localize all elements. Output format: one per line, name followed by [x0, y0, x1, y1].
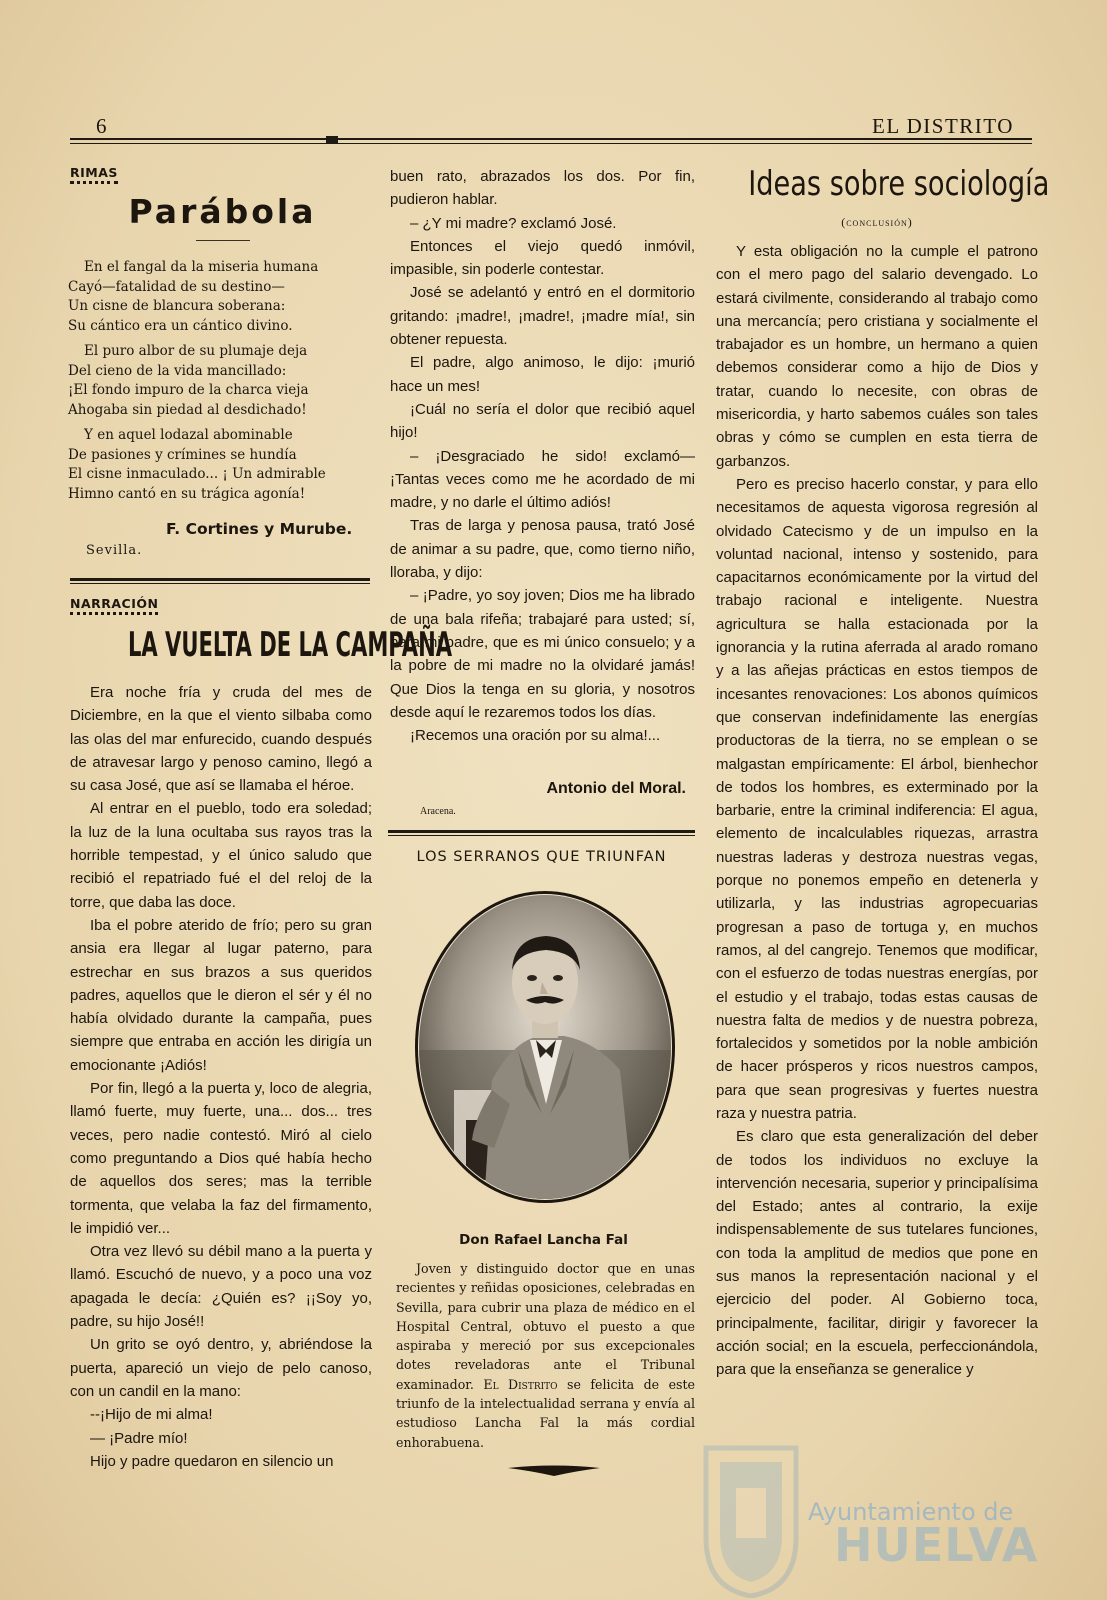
- paragraph: buen rato, abrazados los dos. Por fin, pudieron hablar.: [390, 168, 695, 209]
- poem-stanza: [68, 258, 318, 336]
- poem-author: F. Cortines y Murube.: [166, 520, 353, 538]
- story-author: Antonio del Moral.: [546, 780, 686, 797]
- paragraph: Tras de larga y penosa pausa, trató José de animar a su padre, que, como tierno niño, lloraba, y dijo:: [390, 517, 695, 582]
- section-divider: [70, 578, 370, 581]
- caption-name: Don Rafael Lancha Fal: [459, 1232, 628, 1248]
- story-title: LA VUELTA DE LA CAMPAÑA: [127, 625, 453, 665]
- poem-stanza: [68, 426, 326, 504]
- masthead: EL DISTRITO: [872, 114, 1014, 138]
- poem-line: El cisne inmaculado... ¡ Un admirable: [68, 466, 326, 483]
- section-tag-narracion: NARRACIÓN: [70, 596, 158, 615]
- paragraph: Es claro que esta generalización del deber de todos los individuos no excluye la intervención necesaria, superior y principalísima del Estado; antes al contrario, la exije indispensablemente de sus tutelares funciones, con toda la amplitud de medios que pone en sus manos la representación nacional y el ejercicio del poder. Al Gobierno toca, principalmente, facilitar, dirigir y favorecer la acción social; en la escuela, perfeccionándola, para que la enseñanza se generalice y: [716, 1128, 1038, 1379]
- paragraph: Iba el pobre aterido de frío; pero su gran ansia era llegar al lugar paterno, para estrechar en sus brazos a sus queridos padres, aquellos que le dieron el sér y él no había olvidado durante la campaña, pues siempre que entraba en acción les dirigía un emocionante ¡Adiós!: [70, 916, 372, 1074]
- poem-line: Himno cantó en su trágica agonía!: [68, 485, 306, 502]
- poem-line: Y en aquel lodazal abominable: [84, 427, 293, 443]
- poem-line: El puro albor de su plumaje deja: [84, 343, 308, 359]
- poem-line: De pasiones y crímines se hundía: [68, 446, 297, 463]
- paragraph: --¡Hijo de mi alma!: [90, 1406, 213, 1424]
- caption-text-part: se felicita de este triunfo de la intelectualidad serrana y envía al estudioso Lancha Fal la más cordial enhorabuena.: [396, 1376, 695, 1450]
- feature-title: LOS SERRANOS QUE TRIUNFAN: [416, 849, 667, 865]
- paragraph: Pero es preciso hacerlo constar, y para ello necesitamos de aquesta vigorosa regresión al olvidado Catecismo y de un impulso en la voluntad nacional, intenso y sostenido, para capacitarnos económicamente por la virtud del trabajo racional e inteligente. Nuestra agricultura se halla estacionada por la ignorancia y la rutina aferrada al arado romano y a las añejas prácticas en estos tiempos de incesantes renovaciones: Los abonos químicos que conservan indefinidamente las energías productoras de la tierra, no se emplean o se malgastan empíricamente: El árbol, bienhechor de todos los hombres, es exterminado por la barbarie, entre la criminal indiferencia: El agua, elemento de incalculables riquezas, arrastra nuestras laderas y destroza nuestras vegas, porque no ponemos empeño en detenerla y utilizarla, y las industrias agropecuarias progresan a paso de tortuga y, en muchos ramos, al del cangrejo. Tenemos que modificar, con el esfuerzo de todas nuestras energías, por el estudio y el trabajo, todas estas causas de nuestra falta de medios y de nuestra pobreza, fortalecidos y sometidos por la noble ambición de hacer prósperos y ricos nuestros campos, para que sean progresivas y fuertes nuestra raza y nuestra patria.: [716, 475, 1038, 1122]
- story-place: Aracena.: [420, 806, 456, 817]
- paragraph: — ¡Padre mío!: [90, 1429, 188, 1447]
- section-tag-rimas: RIMAS: [70, 165, 118, 184]
- essay-subtitle: (conclusión): [841, 215, 913, 229]
- paragraph: José se adelantó y entró en el dormitorio gritando: ¡madre!, ¡madre!, ¡madre mía!, sin obtener repuesta.: [390, 284, 695, 349]
- caption-text-part: Joven y distinguido doctor que en unas recientes y reñidas oposiciones, celebradas en Sevilla, para cubrir una plaza de médico en el Hospital Central, obtuvo el puesto a que aspiraba y mereció por sus excepcionales dotes reveladoras ante el Tribunal examinador.: [396, 1261, 695, 1392]
- poem-line: Del cieno de la vida mancillado:: [68, 362, 287, 379]
- poem-stanza: [68, 342, 309, 420]
- story-column-1: [70, 681, 372, 1473]
- paragraph: Un grito se oyó dentro, y, abriéndose la puerta, apareció un viejo de pelo canoso, con un candil en la mano:: [70, 1336, 372, 1400]
- caption-text: [396, 1259, 695, 1452]
- watermark-text: HUELVA: [834, 1518, 1039, 1572]
- paragraph: El padre, algo animoso, le dijo: ¡murió hace un mes!: [390, 354, 695, 395]
- title-divider: [196, 240, 250, 241]
- poem-line: En el fangal da la miseria humana: [84, 259, 319, 275]
- poem-title: Parábola: [128, 192, 317, 231]
- poem-place: Sevilla.: [86, 543, 143, 558]
- paragraph: Otra vez llevó su débil mano a la puerta y llamó. Escuchó de nuevo, y a poco una voz apagada le decía: ¿Quién es? ¡¡Soy yo, padre, su hijo José!!: [70, 1243, 372, 1331]
- paragraph: Hijo y padre quedaron en silencio un: [90, 1452, 334, 1470]
- watermark-text: Ayuntamiento de: [808, 1498, 1014, 1526]
- poem-line: Cayó—fatalidad de su destino—: [68, 278, 285, 295]
- page-number: 6: [96, 114, 107, 138]
- paragraph: – ¡Padre, yo soy joven; Dios me ha librado de una bala rifeña; trabajaré para usted; sí, para mi padre, que es mi único consuelo; y a la pobre de mi madre no la olvidaré jamás! Que Dios la tenga en su gloria, y nosotros desde aquí le rezaremos todos los días.: [390, 587, 695, 721]
- section-divider-thin: [388, 835, 695, 836]
- poem-line: Su cántico era un cántico divino.: [68, 317, 293, 334]
- story-column-2: [390, 165, 695, 747]
- paragraph: – ¡Desgraciado he sido! exclamó— ¡Tantas veces como me he acordado de mi madre, y no darle el último adiós!: [390, 447, 695, 512]
- poem-line: ¡El fondo impuro de la charca vieja: [68, 382, 309, 399]
- header-rule-thin: [70, 143, 1032, 144]
- paragraph: Y esta obligación no la cumple el patrono con el mero pago del salario devengado. Lo estará civilmente, considerando al trabajo como una mercancía; pero cristiana y socialmente el trabajador es un hombre, un hermano a quien debemos considerar como a hijo de Dios y tratar, cuando lo necesite, con obras de misericordia, y harto sabemos cuáles son tales obras y cómo se cumplen en esta tierra de garbanzos.: [716, 243, 1038, 470]
- section-divider-thin: [70, 583, 370, 584]
- ornament-divider-icon: [506, 1463, 602, 1477]
- poem-line: Un cisne de blancura soberana:: [68, 298, 286, 315]
- header-rule: [70, 138, 1032, 140]
- paragraph: Era noche fría y cruda del mes de Diciembre, en la que el viento silbaba como las olas del mar enfurecido, cuando después de atravesar largo y penoso camino, llegó a su casa José, que así se llamaba el héroe.: [70, 684, 372, 795]
- paragraph: Por fin, llegó a la puerta y, loco de alegria, llamó fuerte, muy fuerte, una... dos... tres veces, pero nadie contestó. Miró al cielo como preguntando a Dios qué había hecho de aquellos dos seres; mas la terrible tormenta, que velaba la faz del firmamento, le impidió ver...: [70, 1080, 372, 1237]
- essay-column: [716, 240, 1038, 1382]
- paragraph: Al entrar en el pueblo, todo era soledad; la luz de la luna ocultaba sus rayos tras la horrible tempestad, y el único saludo que recibió el repatriado fué el del reloj de la torre, que daba las doce.: [70, 800, 372, 911]
- caption-paper-name: El Distrito: [483, 1376, 558, 1392]
- paragraph: ¡Recemos una oración por su alma!...: [410, 727, 661, 745]
- section-divider: [388, 830, 695, 833]
- essay-title: Ideas sobre sociología: [748, 164, 1050, 204]
- portrait-photo: [414, 890, 676, 1204]
- rule-ornament: [326, 136, 338, 143]
- paragraph: – ¿Y mi madre? exclamó José.: [410, 214, 617, 232]
- paragraph: ¡Cuál no sería el dolor que recibió aquel hijo!: [390, 400, 695, 442]
- poem-line: Ahogaba sin piedad al desdichado!: [68, 401, 307, 418]
- paragraph: Entonces el viejo quedó inmóvil, impasible, sin poderle contestar.: [390, 237, 695, 279]
